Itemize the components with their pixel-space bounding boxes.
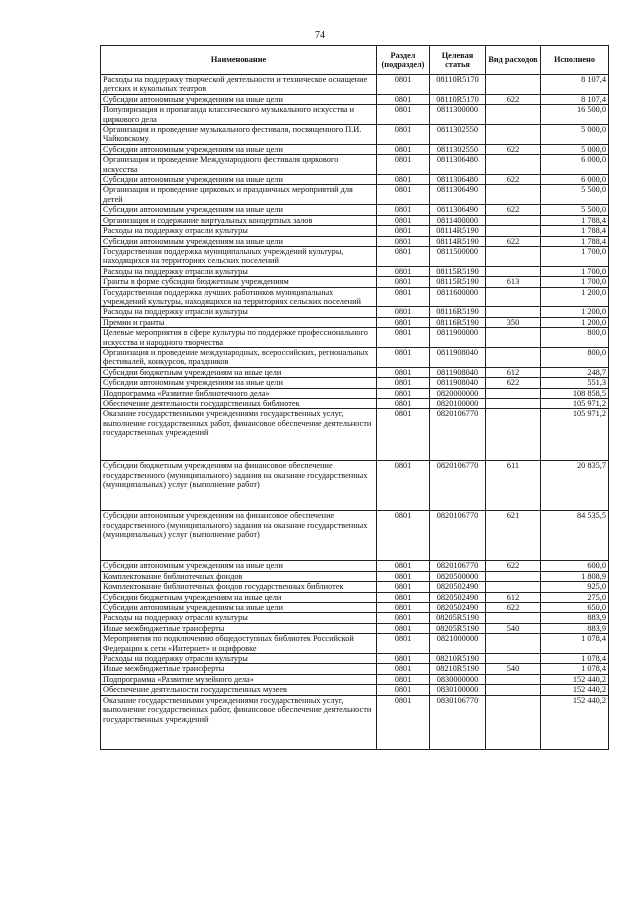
table-row [101,246,609,266]
cell-expense-type [486,307,541,317]
cell-executed: 551,3 [541,378,609,388]
cell-section: 0801 [377,623,430,633]
cell-expense-type [486,125,541,145]
cell-section: 0801 [377,226,430,236]
table-row [101,654,609,664]
header-section: Раздел (подраздел) [377,46,430,75]
cell-section: 0801 [377,571,430,581]
table-row [101,307,609,317]
table-row [101,215,609,225]
cell-executed: 8 107,4 [541,94,609,104]
cell-article: 0820106770 [430,511,486,561]
cell-name: Субсидии бюджетным учреждениям на иные цели [101,367,377,377]
cell-article: 0820106770 [430,561,486,571]
table-row [101,226,609,236]
cell-name: Комплектование библиотечных фондов государственных библиотек [101,582,377,592]
cell-section: 0801 [377,307,430,317]
cell-name: Комплектование библиотечных фондов [101,571,377,581]
table-body [101,75,609,750]
cell-article: 0820502490 [430,603,486,613]
cell-expense-type: 540 [486,623,541,633]
cell-section: 0801 [377,105,430,125]
cell-article: 0820106770 [430,409,486,461]
cell-article: 0820100000 [430,399,486,409]
table-row [101,287,609,307]
cell-executed: 1 078,4 [541,664,609,674]
cell-article: 0811302550 [430,125,486,145]
cell-name: Премии и гранты [101,317,377,327]
table-row [101,613,609,623]
cell-expense-type [486,226,541,236]
cell-name: Субсидии автономным учреждениям на финансовое обеспечение государственного (муниципального) задания на оказание государственных (муниципальных) услуг (выполнение работ) [101,511,377,561]
cell-expense-type [486,582,541,592]
cell-section: 0801 [377,399,430,409]
table-row [101,125,609,145]
cell-name: Подпрограмма «Развитие музейного дела» [101,674,377,684]
cell-section: 0801 [377,388,430,398]
cell-article: 0811908040 [430,367,486,377]
cell-executed: 1 078,4 [541,634,609,654]
table-row [101,266,609,276]
table-row [101,317,609,327]
cell-expense-type [486,75,541,95]
cell-executed: 650,0 [541,603,609,613]
cell-name: Субсидии автономным учреждениям на иные цели [101,144,377,154]
table-row [101,664,609,674]
cell-name: Расходы на поддержку отрасли культуры [101,307,377,317]
cell-expense-type: 622 [486,561,541,571]
cell-expense-type [486,266,541,276]
page-number: 74 [315,30,325,41]
cell-name: Иные межбюджетные трансферты [101,623,377,633]
cell-expense-type [486,685,541,695]
cell-section: 0801 [377,215,430,225]
table-row [101,94,609,104]
cell-executed: 800,0 [541,328,609,348]
cell-executed: 1 200,0 [541,317,609,327]
cell-name: Расходы на поддержку отрасли культуры [101,613,377,623]
cell-article: 0811300000 [430,105,486,125]
cell-executed: 5 000,0 [541,125,609,145]
cell-name: Организация и проведение цирковых и праздничных мероприятий для детей [101,185,377,205]
cell-executed: 16 500,0 [541,105,609,125]
cell-expense-type [486,654,541,664]
cell-executed: 6 000,0 [541,155,609,175]
table-row [101,582,609,592]
cell-section: 0801 [377,409,430,461]
table-row [101,623,609,633]
cell-section: 0801 [377,328,430,348]
cell-article: 08210R5190 [430,664,486,674]
table-row [101,674,609,684]
cell-name: Субсидии автономным учреждениям на иные цели [101,94,377,104]
table-row [101,205,609,215]
cell-expense-type: 622 [486,236,541,246]
cell-executed: 600,0 [541,561,609,571]
table-row [101,561,609,571]
table-row [101,347,609,367]
cell-expense-type [486,674,541,684]
cell-executed: 8 107,4 [541,75,609,95]
cell-section: 0801 [377,287,430,307]
cell-executed: 1 700,0 [541,277,609,287]
cell-section: 0801 [377,94,430,104]
cell-article: 08114R5190 [430,226,486,236]
cell-name: Организация и проведение музыкального фестиваля, посвященного П.И. Чайковскому [101,125,377,145]
cell-expense-type: 621 [486,511,541,561]
cell-section: 0801 [377,603,430,613]
cell-article: 0821000000 [430,634,486,654]
cell-executed: 1 078,4 [541,654,609,664]
cell-name: Субсидии автономным учреждениям на иные цели [101,603,377,613]
cell-executed: 275,0 [541,592,609,602]
cell-article: 0811400000 [430,215,486,225]
cell-executed: 84 535,5 [541,511,609,561]
table-row [101,571,609,581]
cell-section: 0801 [377,125,430,145]
cell-article: 0820502490 [430,582,486,592]
cell-executed: 20 835,7 [541,461,609,511]
cell-expense-type: 612 [486,367,541,377]
cell-section: 0801 [377,511,430,561]
cell-article: 0811306480 [430,175,486,185]
cell-article: 0811900000 [430,328,486,348]
cell-article: 08110R5170 [430,75,486,95]
cell-article: 0830000000 [430,674,486,684]
cell-article: 0830100000 [430,685,486,695]
cell-name: Организация и содержание виртуальных концертных залов [101,215,377,225]
cell-section: 0801 [377,378,430,388]
cell-article: 0811302550 [430,144,486,154]
cell-expense-type: 611 [486,461,541,511]
cell-section: 0801 [377,75,430,95]
cell-section: 0801 [377,654,430,664]
cell-article: 08116R5190 [430,317,486,327]
table-row [101,378,609,388]
cell-name: Субсидии автономным учреждениям на иные цели [101,561,377,571]
cell-section: 0801 [377,266,430,276]
table-row [101,592,609,602]
cell-expense-type: 622 [486,94,541,104]
cell-section: 0801 [377,155,430,175]
cell-executed: 5 500,0 [541,205,609,215]
cell-executed: 1 200,0 [541,307,609,317]
cell-expense-type [486,388,541,398]
cell-executed: 925,0 [541,582,609,592]
cell-name: Целевые мероприятия в сфере культуры по поддержке профессионального искусства и народного творчества [101,328,377,348]
table-row [101,105,609,125]
cell-expense-type: 622 [486,378,541,388]
cell-expense-type: 350 [486,317,541,327]
cell-expense-type [486,155,541,175]
cell-section: 0801 [377,205,430,215]
cell-expense-type [486,185,541,205]
table-row [101,328,609,348]
cell-executed: 105 971,2 [541,399,609,409]
header-executed: Исполнено [541,46,609,75]
cell-name: Организация и проведение Международного фестиваля циркового искусства [101,155,377,175]
cell-name: Расходы на поддержку отрасли культуры [101,654,377,664]
cell-article: 08205R5190 [430,623,486,633]
budget-table [100,45,609,750]
cell-executed: 248,7 [541,367,609,377]
cell-article: 08116R5190 [430,307,486,317]
cell-name: Иные межбюджетные трансферты [101,664,377,674]
cell-expense-type [486,105,541,125]
cell-section: 0801 [377,634,430,654]
cell-expense-type: 622 [486,175,541,185]
table-row [101,185,609,205]
cell-expense-type [486,399,541,409]
header-expense-type: Вид расходов [486,46,541,75]
cell-section: 0801 [377,582,430,592]
cell-expense-type [486,634,541,654]
cell-executed: 1 788,4 [541,215,609,225]
cell-article: 0811908040 [430,347,486,367]
table-row [101,695,609,749]
cell-expense-type [486,571,541,581]
cell-name: Субсидии автономным учреждениям на иные цели [101,205,377,215]
cell-name: Оказание государственными учреждениями государственных услуг, выполнение государственных работ, финансовое обеспечение деятельности государственных учреждений [101,409,377,461]
cell-expense-type: 612 [486,592,541,602]
cell-article: 08114R5190 [430,236,486,246]
cell-name: Гранты в форме субсидии бюджетным учреждениям [101,277,377,287]
table-row [101,367,609,377]
cell-executed: 1 788,4 [541,226,609,236]
cell-name: Субсидии автономным учреждениям на иные цели [101,236,377,246]
cell-section: 0801 [377,246,430,266]
cell-executed: 883,9 [541,613,609,623]
cell-section: 0801 [377,461,430,511]
cell-name: Субсидии бюджетным учреждениям на финансовое обеспечение государственного (муниципального) задания на оказание государственных (муниципальных) услуг (выполнение работ) [101,461,377,511]
cell-article: 0811908040 [430,378,486,388]
cell-section: 0801 [377,685,430,695]
cell-executed: 1 808,9 [541,571,609,581]
cell-article: 08110R5170 [430,94,486,104]
cell-expense-type [486,246,541,266]
cell-name: Субсидии автономным учреждениям на иные цели [101,175,377,185]
cell-executed: 800,0 [541,347,609,367]
table-row [101,399,609,409]
cell-executed: 5 000,0 [541,144,609,154]
table-row [101,277,609,287]
cell-expense-type: 540 [486,664,541,674]
table-row [101,175,609,185]
cell-section: 0801 [377,695,430,749]
cell-executed: 883,9 [541,623,609,633]
cell-article: 0820500000 [430,571,486,581]
cell-name: Обеспечение деятельности государственных музеев [101,685,377,695]
cell-section: 0801 [377,236,430,246]
cell-name: Субсидии бюджетным учреждениям на иные цели [101,592,377,602]
cell-article: 0820106770 [430,461,486,511]
cell-article: 0811306480 [430,155,486,175]
cell-expense-type [486,409,541,461]
cell-expense-type [486,347,541,367]
cell-article: 08210R5190 [430,654,486,664]
cell-section: 0801 [377,185,430,205]
cell-executed: 152 440,2 [541,685,609,695]
cell-executed: 1 700,0 [541,266,609,276]
cell-name: Организация и проведение международных, всероссийских, региональных фестивалей, конкурсов, праздников [101,347,377,367]
cell-name: Государственная поддержка муниципальных учреждений культуры, находящихся на территориях сельских поселений [101,246,377,266]
table-header-row [101,46,609,75]
cell-executed: 1 788,4 [541,236,609,246]
table-row [101,603,609,613]
cell-section: 0801 [377,277,430,287]
table-row [101,461,609,511]
cell-expense-type: 622 [486,603,541,613]
cell-section: 0801 [377,592,430,602]
cell-article: 0820000000 [430,388,486,398]
table-row [101,144,609,154]
cell-executed: 108 858,5 [541,388,609,398]
cell-expense-type [486,613,541,623]
cell-section: 0801 [377,144,430,154]
cell-executed: 152 440,2 [541,695,609,749]
cell-article: 0811500000 [430,246,486,266]
table-row [101,409,609,461]
table-row [101,155,609,175]
cell-expense-type: 622 [486,144,541,154]
cell-name: Подпрограмма «Развитие библиотечного дела» [101,388,377,398]
cell-name: Расходы на поддержку отрасли культуры [101,226,377,236]
cell-article: 0811600000 [430,287,486,307]
cell-name: Оказание государственными учреждениями государственных услуг, выполнение государственных работ, финансовое обеспечение деятельности государственных учреждений [101,695,377,749]
cell-section: 0801 [377,613,430,623]
table-row [101,75,609,95]
cell-expense-type [486,695,541,749]
cell-expense-type: 613 [486,277,541,287]
cell-executed: 1 200,0 [541,287,609,307]
cell-name: Обеспечение деятельности государственных библиотек [101,399,377,409]
cell-name: Расходы на поддержку отрасли культуры [101,266,377,276]
cell-article: 08115R5190 [430,277,486,287]
cell-article: 08205R5190 [430,613,486,623]
cell-article: 0811306490 [430,185,486,205]
cell-article: 0820502490 [430,592,486,602]
cell-expense-type [486,287,541,307]
cell-name: Расходы на поддержку творческой деятельности и техническое оснащение детских и кукольных театров [101,75,377,95]
header-article: Целевая статья [430,46,486,75]
cell-executed: 5 500,0 [541,185,609,205]
cell-name: Субсидии автономным учреждениям на иные цели [101,378,377,388]
cell-section: 0801 [377,367,430,377]
cell-section: 0801 [377,664,430,674]
cell-article: 08115R5190 [430,266,486,276]
cell-section: 0801 [377,561,430,571]
cell-article: 0830106770 [430,695,486,749]
cell-section: 0801 [377,347,430,367]
cell-section: 0801 [377,674,430,684]
cell-name: Мероприятия по подключению общедоступных библиотек Российской Федерации к сети «Интернет» и оцифровке [101,634,377,654]
cell-name: Государственная поддержка лучших работников муниципальных учреждений культуры, находящихся на территориях сельских поселений [101,287,377,307]
header-name: Наименование [101,46,377,75]
cell-section: 0801 [377,317,430,327]
cell-section: 0801 [377,175,430,185]
table-row [101,388,609,398]
table-row [101,236,609,246]
table-row [101,511,609,561]
cell-executed: 1 700,0 [541,246,609,266]
cell-expense-type [486,215,541,225]
cell-expense-type: 622 [486,205,541,215]
cell-executed: 105 971,2 [541,409,609,461]
table-row [101,634,609,654]
cell-executed: 152 440,2 [541,674,609,684]
cell-expense-type [486,328,541,348]
cell-executed: 6 000,0 [541,175,609,185]
cell-article: 0811306490 [430,205,486,215]
cell-name: Популяризация и пропаганда классического музыкального искусства и циркового дела [101,105,377,125]
table-row [101,685,609,695]
